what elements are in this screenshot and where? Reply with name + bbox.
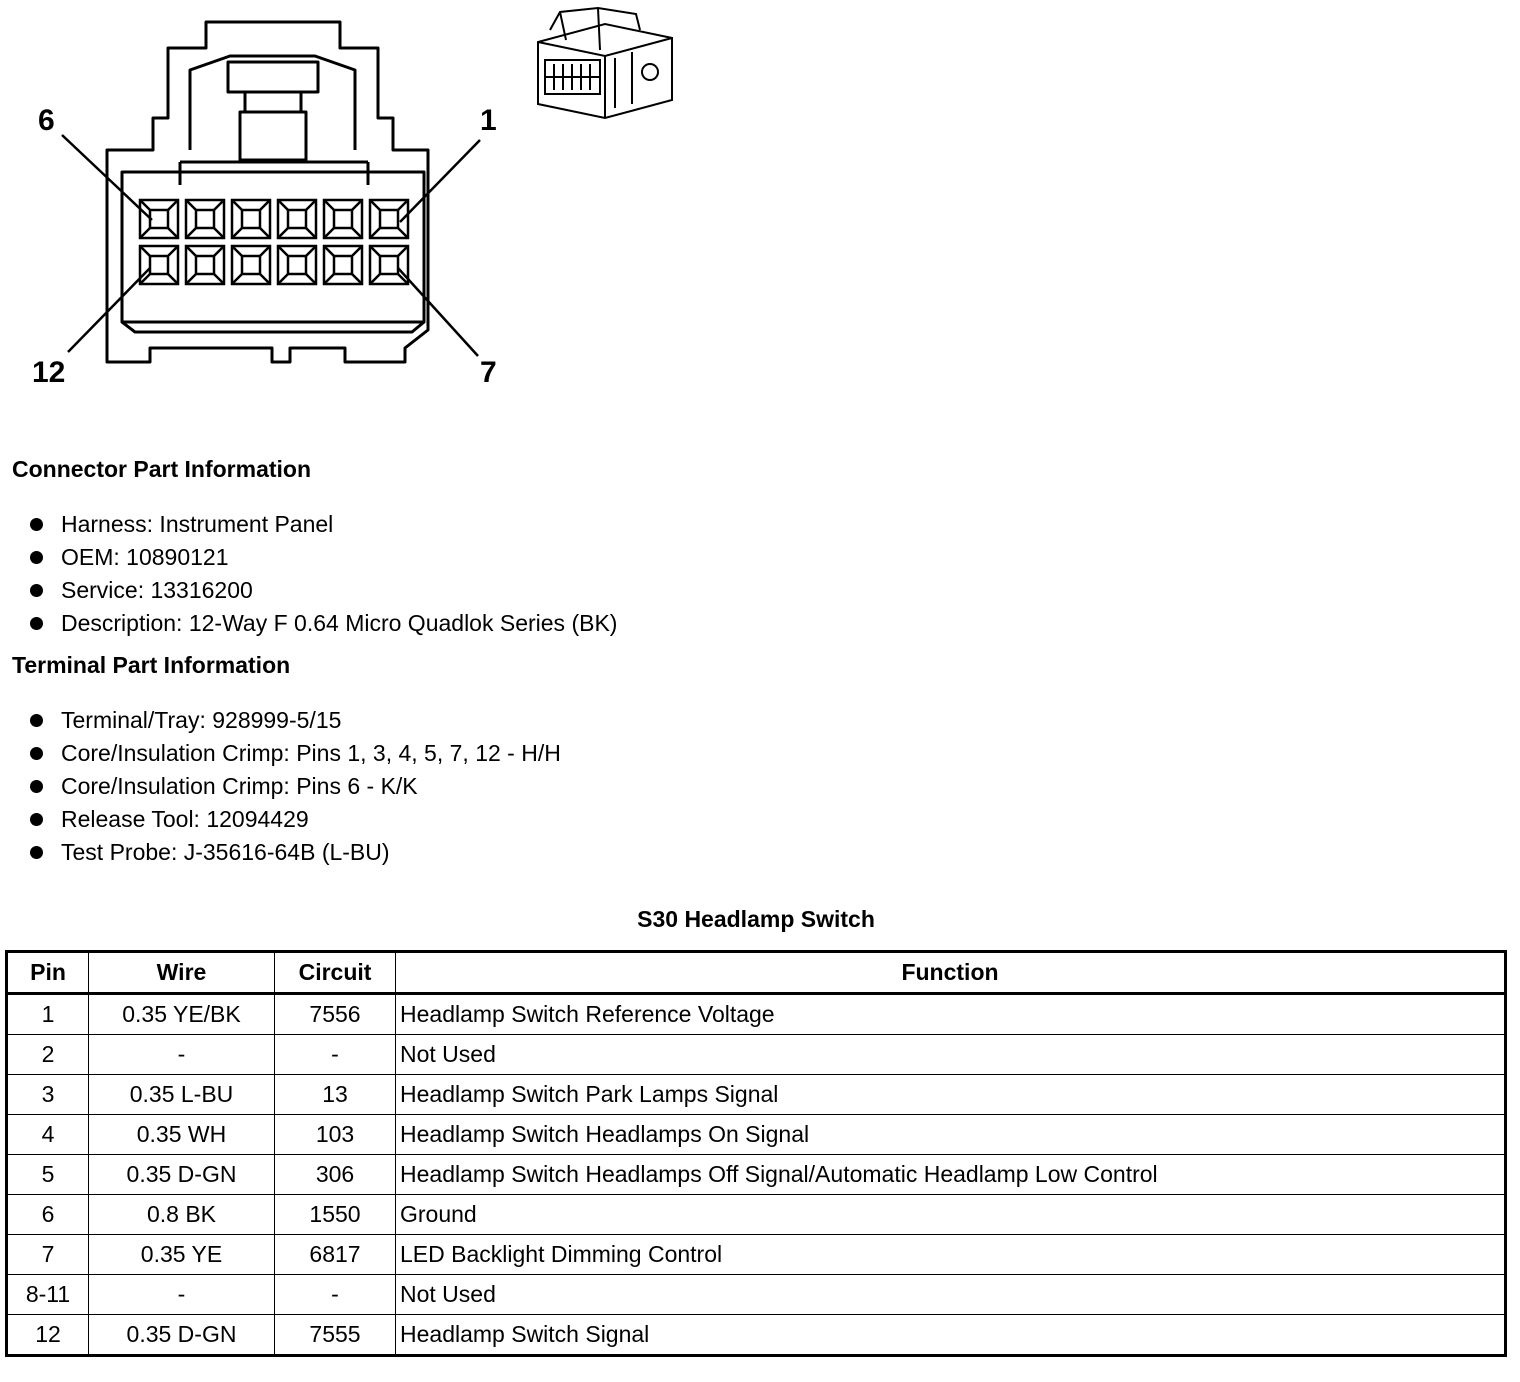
cavity-12 xyxy=(140,246,178,284)
cell-wire: 0.35 YE/BK xyxy=(89,994,275,1035)
cell-circuit: 7555 xyxy=(275,1315,396,1356)
cell-function: Not Used xyxy=(396,1275,1506,1315)
cell-pin: 8-11 xyxy=(7,1275,89,1315)
connector-housing xyxy=(107,22,428,362)
table-row xyxy=(7,1155,1506,1195)
table-row xyxy=(7,1195,1506,1235)
cell-wire: 0.35 L-BU xyxy=(89,1075,275,1115)
cell-function: Headlamp Switch Signal xyxy=(396,1315,1506,1356)
table-title: S30 Headlamp Switch xyxy=(637,906,875,932)
pin-label-7: 7 xyxy=(480,356,497,389)
leader-line-1 xyxy=(400,140,480,222)
cell-function: Ground xyxy=(396,1195,1506,1235)
column-header-wire: Wire xyxy=(89,952,275,994)
cell-pin: 6 xyxy=(7,1195,89,1235)
cell-wire: 0.8 BK xyxy=(89,1195,275,1235)
list-item: Terminal/Tray: 928999-5/15 xyxy=(28,704,561,737)
cell-circuit: 7556 xyxy=(275,994,396,1035)
cell-function: Headlamp Switch Headlamps Off Signal/Automatic Headlamp Low Control xyxy=(396,1155,1506,1195)
cell-pin: 7 xyxy=(7,1235,89,1275)
table-row xyxy=(7,994,1506,1035)
leader-line-12 xyxy=(68,268,150,352)
table-header-row xyxy=(7,952,1506,994)
terminal-info-heading: Terminal Part Information xyxy=(12,652,291,678)
cell-circuit: 13 xyxy=(275,1075,396,1115)
table-row xyxy=(7,1115,1506,1155)
cell-pin: 4 xyxy=(7,1115,89,1155)
list-item: OEM: 10890121 xyxy=(28,541,617,574)
cell-function: Headlamp Switch Park Lamps Signal xyxy=(396,1075,1506,1115)
table-row xyxy=(7,1315,1506,1356)
list-item: Release Tool: 12094429 xyxy=(28,803,561,836)
list-item: Core/Insulation Crimp: Pins 6 - K/K xyxy=(28,770,561,803)
cell-wire: 0.35 D-GN xyxy=(89,1155,275,1195)
connector-3d-icon xyxy=(538,8,672,118)
connector-info-heading: Connector Part Information xyxy=(12,456,312,482)
cell-pin: 5 xyxy=(7,1155,89,1195)
table-row xyxy=(7,1075,1506,1115)
cell-circuit: - xyxy=(275,1035,396,1075)
cell-pin: 1 xyxy=(7,994,89,1035)
cell-pin: 2 xyxy=(7,1035,89,1075)
cavity-3 xyxy=(278,200,316,238)
connector-info-list xyxy=(28,508,617,640)
pin-label-1: 1 xyxy=(480,104,497,137)
table-row xyxy=(7,1235,1506,1275)
list-item: Harness: Instrument Panel xyxy=(28,508,617,541)
cavity-10 xyxy=(232,246,270,284)
list-item: Test Probe: J-35616-64B (L-BU) xyxy=(28,836,561,869)
cell-pin: 3 xyxy=(7,1075,89,1115)
connector-diagram xyxy=(0,0,700,420)
list-item: Core/Insulation Crimp: Pins 1, 3, 4, 5, 7, 12 - H/H xyxy=(28,737,561,770)
cell-function: LED Backlight Dimming Control xyxy=(396,1235,1506,1275)
cell-wire: 0.35 WH xyxy=(89,1115,275,1155)
column-header-pin: Pin xyxy=(7,952,89,994)
cell-circuit: - xyxy=(275,1275,396,1315)
cavity-4 xyxy=(232,200,270,238)
pinout-table xyxy=(5,950,1507,1357)
cell-circuit: 6817 xyxy=(275,1235,396,1275)
cavity-2 xyxy=(324,200,362,238)
cell-circuit: 1550 xyxy=(275,1195,396,1235)
cell-circuit: 306 xyxy=(275,1155,396,1195)
cell-pin: 12 xyxy=(7,1315,89,1356)
table-row xyxy=(7,1275,1506,1315)
pin-label-12: 12 xyxy=(32,356,66,389)
cavity-8 xyxy=(324,246,362,284)
cell-function: Not Used xyxy=(396,1035,1506,1075)
cell-wire: - xyxy=(89,1035,275,1075)
cavity-6 xyxy=(140,200,178,238)
cavity-5 xyxy=(186,200,224,238)
list-item: Description: 12-Way F 0.64 Micro Quadlok Series (BK) xyxy=(28,607,617,640)
column-header-circuit: Circuit xyxy=(275,952,396,994)
list-item: Service: 13316200 xyxy=(28,574,617,607)
terminal-info-list xyxy=(28,704,561,869)
cell-function: Headlamp Switch Reference Voltage xyxy=(396,994,1506,1035)
cell-function: Headlamp Switch Headlamps On Signal xyxy=(396,1115,1506,1155)
column-header-function: Function xyxy=(396,952,1506,994)
cell-wire: 0.35 D-GN xyxy=(89,1315,275,1356)
cavity-9 xyxy=(278,246,316,284)
cavity-11 xyxy=(186,246,224,284)
cell-wire: - xyxy=(89,1275,275,1315)
table-row xyxy=(7,1035,1506,1075)
cell-wire: 0.35 YE xyxy=(89,1235,275,1275)
cavity-7 xyxy=(370,246,408,284)
pin-label-6: 6 xyxy=(38,104,55,137)
cell-circuit: 103 xyxy=(275,1115,396,1155)
